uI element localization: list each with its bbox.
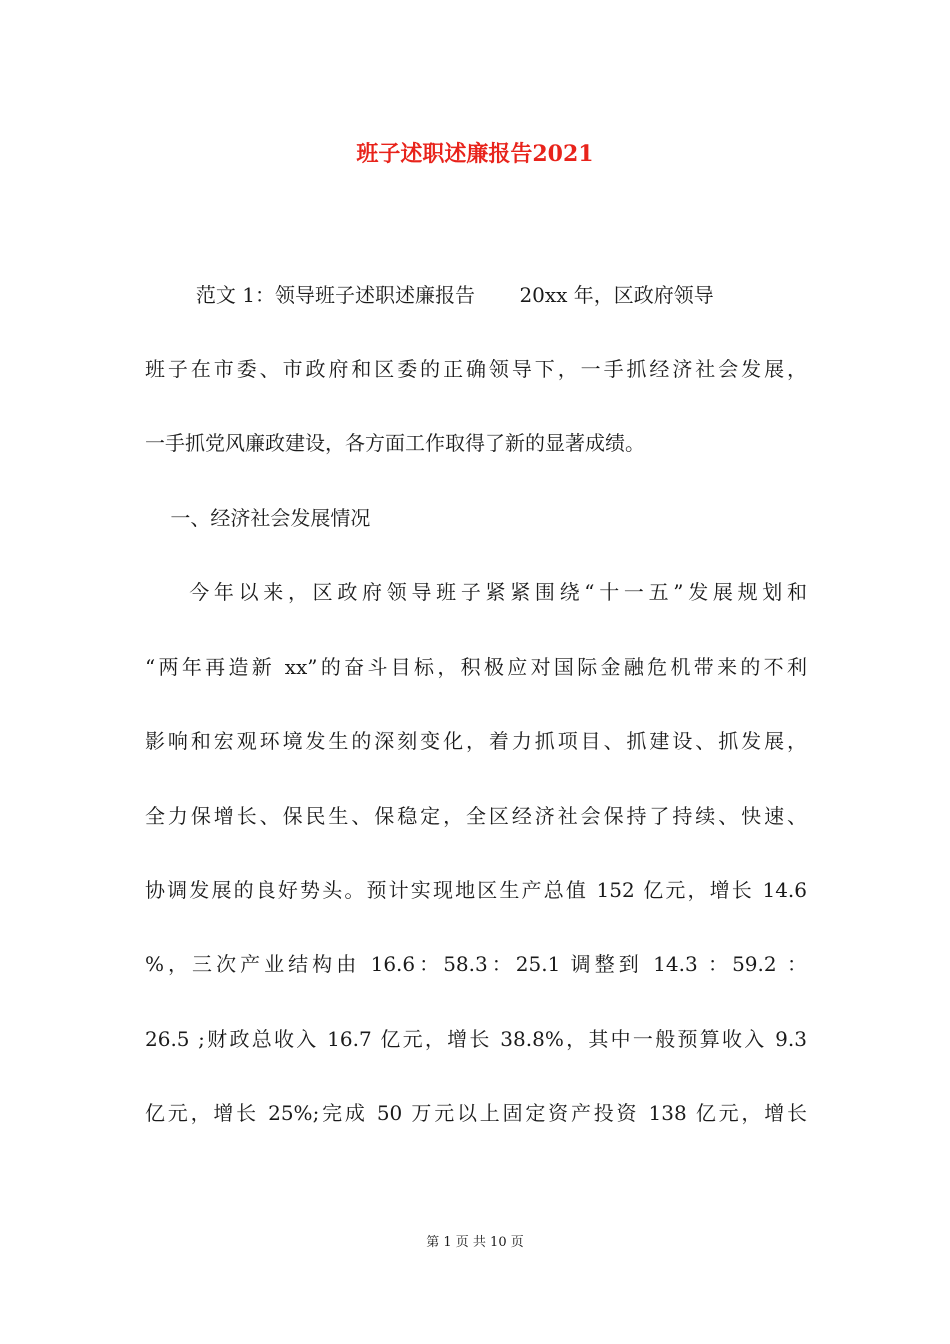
document-title: 班子述职述廉报告2021 [356, 141, 594, 167]
body-line: %，三次产业结构由 16.6：58.3：25.1 调整到 14.3 ：59.2 ： [145, 952, 807, 976]
section-heading: 一、经济社会发展情况 [145, 506, 371, 530]
body-line: 全力保增长、保民生、保稳定，全区经济社会保持了持续、快速、 [145, 804, 807, 828]
body-line: 范文 1：领导班子述职述廉报告 20xx 年，区政府领导 [145, 283, 714, 307]
body-line: “两年再造新 xx”的奋斗目标，积极应对国际金融危机带来的不利 [145, 655, 807, 679]
page-footer: 第 1 页 共 10 页 [426, 1235, 524, 1250]
body-line: 协调发展的良好势头。预计实现地区生产总值 152 亿元，增长 14.6 [145, 878, 807, 902]
body-line: 今年以来，区政府领导班子紧紧围绕“十一五”发展规划和 [145, 580, 807, 604]
body-line: 班子在市委、市政府和区委的正确领导下，一手抓经济社会发展， [145, 357, 807, 381]
body-line: 26.5 ;财政总收入 16.7 亿元，增长 38.8%，其中一般预算收入 9.3 [145, 1027, 807, 1051]
body-line: 亿元，增长 25%;完成 50 万元以上固定资产投资 138 亿元，增长 [145, 1101, 807, 1125]
body-line: 影响和宏观环境发生的深刻变化，着力抓项目、抓建设、抓发展， [145, 729, 807, 753]
body-line: 一手抓党风廉政建设，各方面工作取得了新的显著成绩。 [145, 431, 645, 455]
